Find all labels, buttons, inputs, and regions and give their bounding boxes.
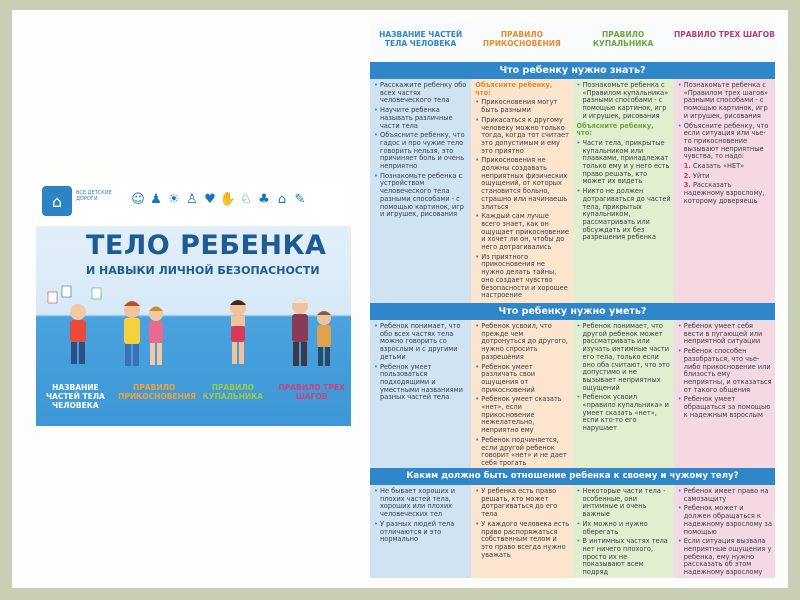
people-icon: ♙ [186, 191, 198, 207]
section-row-attitude [370, 485, 775, 578]
list-item: • Ребенок подчиняется, если другой ребенок говорит «нет» и не дает себя трогать [475, 437, 569, 468]
leaflet-cover [36, 178, 351, 426]
rules-table-page [370, 22, 775, 578]
cell-three-steps-know [674, 79, 775, 303]
cover-label-three-steps-rule: ПРАВИЛО ТРЕХ ШАГОВ [278, 383, 345, 401]
step-text: Уйти [692, 171, 710, 180]
hand-icon: ✋ [219, 191, 237, 207]
cover-rule-labels [36, 383, 351, 410]
list-item: • Каждый сам лучше всего знает, как он ощущает прикосновение и хочет ли он, чтобы до него дотрагивались [475, 213, 569, 252]
list-item: • Познакомьте ребенка с «Правилом купальника» разными способами - с помощью картинок, игр и игрушек, рисования [577, 82, 671, 121]
list-item: • Ребенок умеет сказать «нет», если прикосновение нежелательно, неприятно ему [475, 396, 569, 435]
list-item: • Некоторые части тела - особенные, они интимные и очень важные [577, 488, 671, 519]
cover-title: ТЕЛО РЕБЕНКА [86, 230, 327, 261]
cell-body-parts-attitude [370, 485, 471, 578]
heart-icon: ♥ [204, 191, 216, 207]
list-item: • Ребенок способен разобраться, что чье-либо прикосновение или близость ему неприятны, и отказаться от такого общения [678, 348, 772, 394]
cell-three-steps-attitude [674, 485, 775, 578]
step-item [678, 182, 772, 205]
list-item: • Прикосновения могут быть разными [475, 99, 569, 114]
child-icon: ☺ [131, 191, 145, 207]
section-row-know [370, 79, 775, 303]
cell-touch-rule-know [471, 79, 572, 303]
cell-touch-rule-attitude [471, 485, 572, 578]
cell-swimsuit-rule-attitude [573, 485, 674, 578]
section-heading-know: Что ребенку нужно знать? [370, 62, 775, 79]
list-item: • Прикосновения не должны создавать неприятных физических ощущений, от которых становится больно, страшно или начинаешь злиться [475, 157, 569, 211]
sun-icon: ☀ [168, 191, 180, 207]
list-item: • Познакомьте ребенка с «Правилом трех шагов» разными способами - с помощью картинок, игр и игрушек, рисования [678, 82, 772, 121]
section-heading-can: Что ребенку нужно уметь? [370, 303, 775, 320]
list-item: • У разных людей тела отличаются и это нормально [374, 521, 468, 544]
subheading: Объясните ребенку, что: [475, 81, 553, 97]
list-item: • Познакомьте ребенка с устройством человеческого тела разными способами - с помощью картинок, игр и игрушек, рисования [374, 173, 468, 219]
step-number: 2. [683, 171, 691, 180]
cover-label-touch-rule: ПРАВИЛО ПРИКОСНОВЕНИЯ [118, 383, 197, 401]
list-item: • У ребенка есть право решать, кто может дотрагиваться до его тела [475, 488, 569, 519]
step-text: Сказать «НЕТ» [692, 162, 745, 171]
list-item: • Никто не должен дотрагиваться до частей тела, прикрытых купальником, рассматривать или обсуждать их без разрешения ребенка [577, 188, 671, 242]
list-item: • Ребенок имеет право на самозащиту [678, 488, 772, 503]
list-item: • Объясните ребенку, что если ситуация или чье-то прикосновение вызывают неприятные чувства, то надо: [678, 123, 772, 162]
list-item: • Научите ребенка называть различные части тела [374, 107, 468, 130]
section-heading-attitude: Каким должно быть отношение ребенка к своему и чужому телу? [370, 468, 775, 485]
list-item: • Прикасаться к другому человеку можно только тогда, когда тот считает это допустимым и ему это приятно [475, 117, 569, 156]
column-header-three-steps-rule: ПРАВИЛО ТРЕХ ШАГОВ [673, 30, 775, 39]
logo-icon: ⌂ [42, 186, 72, 216]
list-item: • Ребенок может и должен обращаться к надежному взрослому за помощью [678, 505, 772, 536]
cell-three-steps-can [674, 320, 775, 468]
list-item: • Ребенок усвоил, что прежде чем дотронуться до другого, нужно спросить разрешения [475, 323, 569, 362]
list-item: • Из приятного прикосновения не нужно делать тайны, оно создает чувство безопасности и хорошее настроение [475, 254, 569, 300]
list-item: • Ребенок умеет себя вести в пугающей или неприятной ситуации [678, 323, 772, 346]
list-item: • Ребенок умеет пользоваться подходящими и уместными названиями разных частей тела [374, 364, 468, 403]
tree-icon: ♣ [258, 191, 270, 207]
children-illustration [42, 284, 342, 368]
book-icon: ✎ [294, 191, 306, 207]
list-item: • Объясните ребенку, что гадос и про чужие тело говорить нельзя, это причиняет боль и очень неприятно [374, 132, 468, 171]
home-icon: ⌂ [277, 191, 287, 207]
list-item: • Их можно и нужно оберегать [577, 521, 671, 536]
list-item: • Ребенок умеет обращаться за помощью к надежным взрослым [678, 396, 772, 419]
cell-touch-rule-can [471, 320, 572, 468]
family-icon: ♟ [150, 191, 162, 207]
step-number: 1. [683, 162, 691, 171]
list-item: • Ребенок понимает, что другой ребенок может рассматривать или изучать интимные части его тела, только если оно оба считают, что это допустимо и не вызывает неприятных ощущений [577, 323, 671, 392]
section-row-can [370, 320, 775, 468]
list-item: • Расскажите ребенку обо всех частях человеческого тела [374, 82, 468, 105]
cover-label-swimsuit-rule: ПРАВИЛО КУПАЛЬНИКА [202, 383, 264, 401]
pictogram-row [131, 190, 307, 208]
list-item: • Части тела, прикрытые купальником или плавками, принадлежат только ему и у него есть право решать, кто может их видеть [577, 140, 671, 186]
person-icon: ♘ [240, 191, 252, 207]
cell-body-parts-can [370, 320, 471, 468]
list-item: • Ребенок умеет различать свои ощущения от прикосновений [475, 364, 569, 395]
cell-body-parts-know [370, 79, 471, 303]
subheading: Объясните ребенку, что: [576, 121, 654, 138]
cover-subtitle: И НАВЫКИ ЛИЧНОЙ БЕЗОПАСНОСТИ [86, 264, 320, 277]
step-text: Рассказать надежному взрослому, которому доверяешь [683, 181, 765, 205]
cover-label-body-parts: НАЗВАНИЕ ЧАСТЕЙ ТЕЛА ЧЕЛОВЕКА [45, 383, 105, 410]
cell-swimsuit-rule-know [573, 79, 674, 303]
column-headers [370, 22, 775, 66]
list-item: • Если ситуация вызвала неприятные ощущения у ребенка, ему нужно рассказать об этом надежному взрослому [678, 538, 772, 577]
cell-swimsuit-rule-can [573, 320, 674, 468]
column-header-swimsuit-rule: ПРАВИЛО КУПАЛЬНИКА [592, 30, 654, 48]
column-header-touch-rule: ПРАВИЛО ПРИКОСНОВЕНИЯ [482, 30, 561, 48]
list-item: • Ребенок усвоил «правило купальника» и умеет сказать «нет», если кто-то его нарушает [577, 394, 671, 433]
step-item [678, 163, 772, 171]
list-item: • Не бывает хороших и плохих частей тела, хороших или плохих человеческих тел [374, 488, 468, 519]
step-item [678, 173, 772, 181]
list-item: • У каждого человека есть право распоряжаться собственным телом и это право всегда нужно уважать [475, 521, 569, 560]
list-item: • Ребенок понимает, что обо всех частях тела можно говорить со взрослым и с другими детьми [374, 323, 468, 362]
list-item: • В интимных частях тела нет ничего плохого, просто их не показывают всем подряд [577, 538, 671, 577]
column-header-body-parts: НАЗВАНИЕ ЧАСТЕЙ ТЕЛА ЧЕЛОВЕКА [379, 30, 463, 48]
step-number: 3. [683, 181, 691, 190]
logo-text: ВСЕ ДЕТСКИЕ ДОРОГИ [76, 190, 112, 202]
